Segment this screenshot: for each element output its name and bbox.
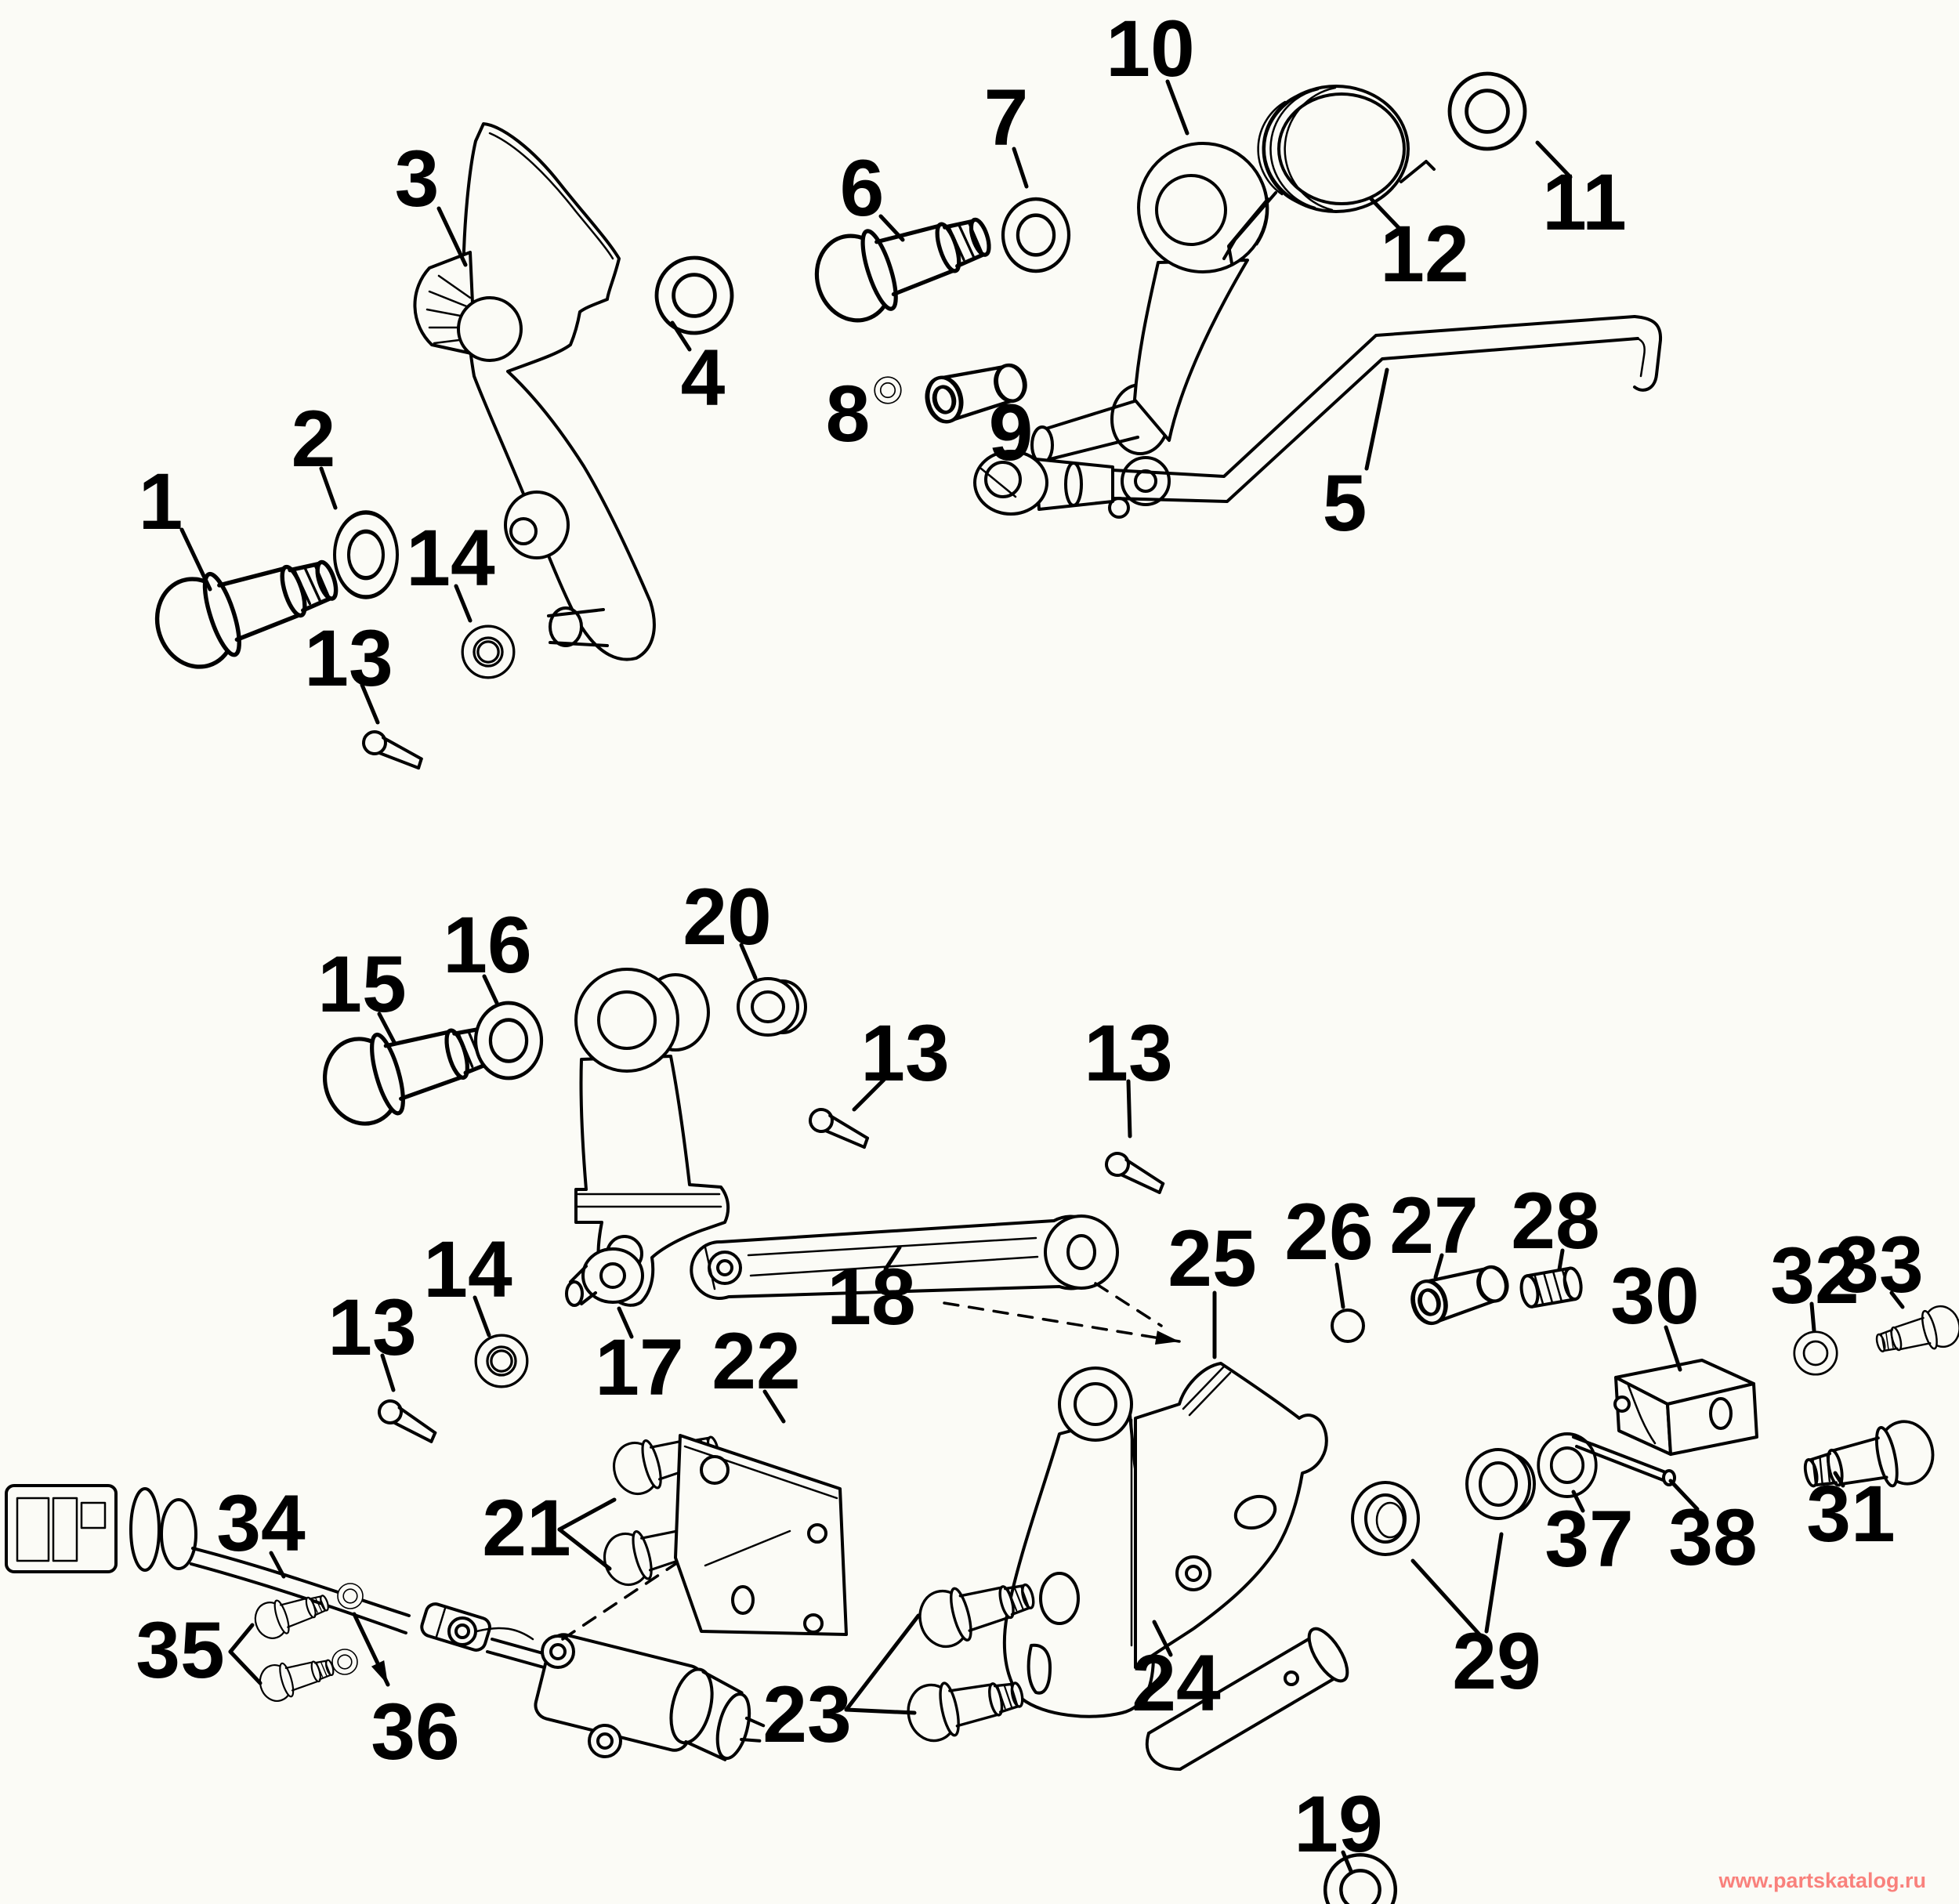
callout-13: 13 bbox=[304, 614, 393, 703]
callout-38: 38 bbox=[1668, 1493, 1758, 1582]
callout-20: 20 bbox=[683, 872, 772, 961]
leader-line-5 bbox=[1367, 370, 1387, 469]
leader-line-23 bbox=[846, 1710, 914, 1713]
part-washer-2 bbox=[335, 512, 397, 597]
callout-18: 18 bbox=[827, 1252, 916, 1341]
part-washer-14b bbox=[476, 1335, 527, 1387]
part-cotter-pin-13a bbox=[361, 730, 425, 768]
callout-37: 37 bbox=[1544, 1494, 1634, 1584]
part-hex-bolt-33 bbox=[1872, 1302, 1959, 1363]
callout-6: 6 bbox=[839, 143, 885, 233]
part-washer-36b bbox=[332, 1649, 357, 1674]
callout-19: 19 bbox=[1294, 1779, 1383, 1869]
callout-31: 31 bbox=[1806, 1469, 1896, 1558]
watermark: www.partskatalog.ru bbox=[1718, 1869, 1926, 1892]
part-bushing-29a bbox=[1352, 1482, 1418, 1555]
leader-line-23 bbox=[846, 1616, 918, 1710]
callout-4: 4 bbox=[680, 333, 726, 422]
callout-33: 33 bbox=[1834, 1220, 1924, 1309]
callout-11: 11 bbox=[1542, 157, 1627, 247]
callout-34: 34 bbox=[216, 1479, 306, 1568]
callout-29: 29 bbox=[1452, 1616, 1541, 1706]
part-ball-26 bbox=[1332, 1310, 1363, 1341]
part-washer-11 bbox=[1450, 74, 1525, 149]
callout-23: 23 bbox=[762, 1670, 852, 1759]
callout-15: 15 bbox=[317, 939, 407, 1029]
callout-30: 30 bbox=[1610, 1251, 1700, 1341]
callout-27: 27 bbox=[1389, 1181, 1479, 1270]
callout-32: 32 bbox=[1770, 1231, 1859, 1320]
part-bushing-29b bbox=[1467, 1450, 1534, 1518]
callout-22: 22 bbox=[712, 1316, 801, 1406]
construction-line-0 bbox=[944, 1303, 1179, 1341]
part-clamp-bracket-30 bbox=[1615, 1360, 1757, 1454]
callout-2: 2 bbox=[291, 394, 336, 483]
part-washer-36a bbox=[338, 1584, 363, 1609]
callout-16: 16 bbox=[443, 900, 532, 990]
callout-13: 13 bbox=[1084, 1008, 1173, 1098]
part-shift-rod-5 bbox=[975, 317, 1660, 514]
callout-5: 5 bbox=[1322, 458, 1367, 548]
leader-line-35 bbox=[230, 1652, 260, 1683]
callout-24: 24 bbox=[1132, 1638, 1221, 1728]
part-nut-8 bbox=[874, 377, 901, 404]
part-washer-7 bbox=[1003, 199, 1069, 271]
leader-line-3 bbox=[439, 208, 465, 265]
part-bushing-20 bbox=[738, 979, 806, 1035]
callout-35: 35 bbox=[136, 1605, 225, 1695]
callout-8: 8 bbox=[825, 369, 871, 458]
callout-13: 13 bbox=[328, 1283, 417, 1372]
callout-1: 1 bbox=[138, 457, 183, 546]
part-pivot-bracket-25 bbox=[1135, 1363, 1327, 1667]
callout-13: 13 bbox=[860, 1008, 950, 1098]
callout-17: 17 bbox=[595, 1323, 684, 1412]
construction-line-1 bbox=[1095, 1283, 1161, 1326]
callout-14: 14 bbox=[406, 513, 495, 603]
part-hex-bolt-6 bbox=[806, 194, 1001, 330]
part-cotter-pin-13d bbox=[375, 1399, 440, 1442]
callout-9: 9 bbox=[988, 388, 1034, 477]
callout-36: 36 bbox=[371, 1687, 460, 1776]
callout-25: 25 bbox=[1168, 1214, 1257, 1303]
callout-10: 10 bbox=[1106, 4, 1195, 93]
part-plate-22 bbox=[675, 1435, 846, 1634]
part-washer-14a bbox=[462, 626, 514, 678]
part-washer-32 bbox=[1794, 1332, 1837, 1374]
part-screw-35b bbox=[256, 1649, 338, 1705]
callout-12: 12 bbox=[1380, 209, 1469, 299]
part-cotter-pin-13b bbox=[807, 1108, 871, 1148]
part-washer-4 bbox=[657, 258, 732, 333]
callout-28: 28 bbox=[1511, 1176, 1600, 1265]
callout-3: 3 bbox=[394, 134, 440, 223]
leader-line-35 bbox=[230, 1625, 252, 1652]
callout-21: 21 bbox=[482, 1483, 571, 1573]
part-washer-16 bbox=[476, 1003, 541, 1078]
part-set-screw-28 bbox=[1519, 1267, 1584, 1309]
part-cotter-pin-13c bbox=[1103, 1151, 1167, 1193]
callout-14: 14 bbox=[423, 1225, 512, 1314]
callout-7: 7 bbox=[983, 73, 1029, 162]
callout-26: 26 bbox=[1284, 1187, 1374, 1276]
